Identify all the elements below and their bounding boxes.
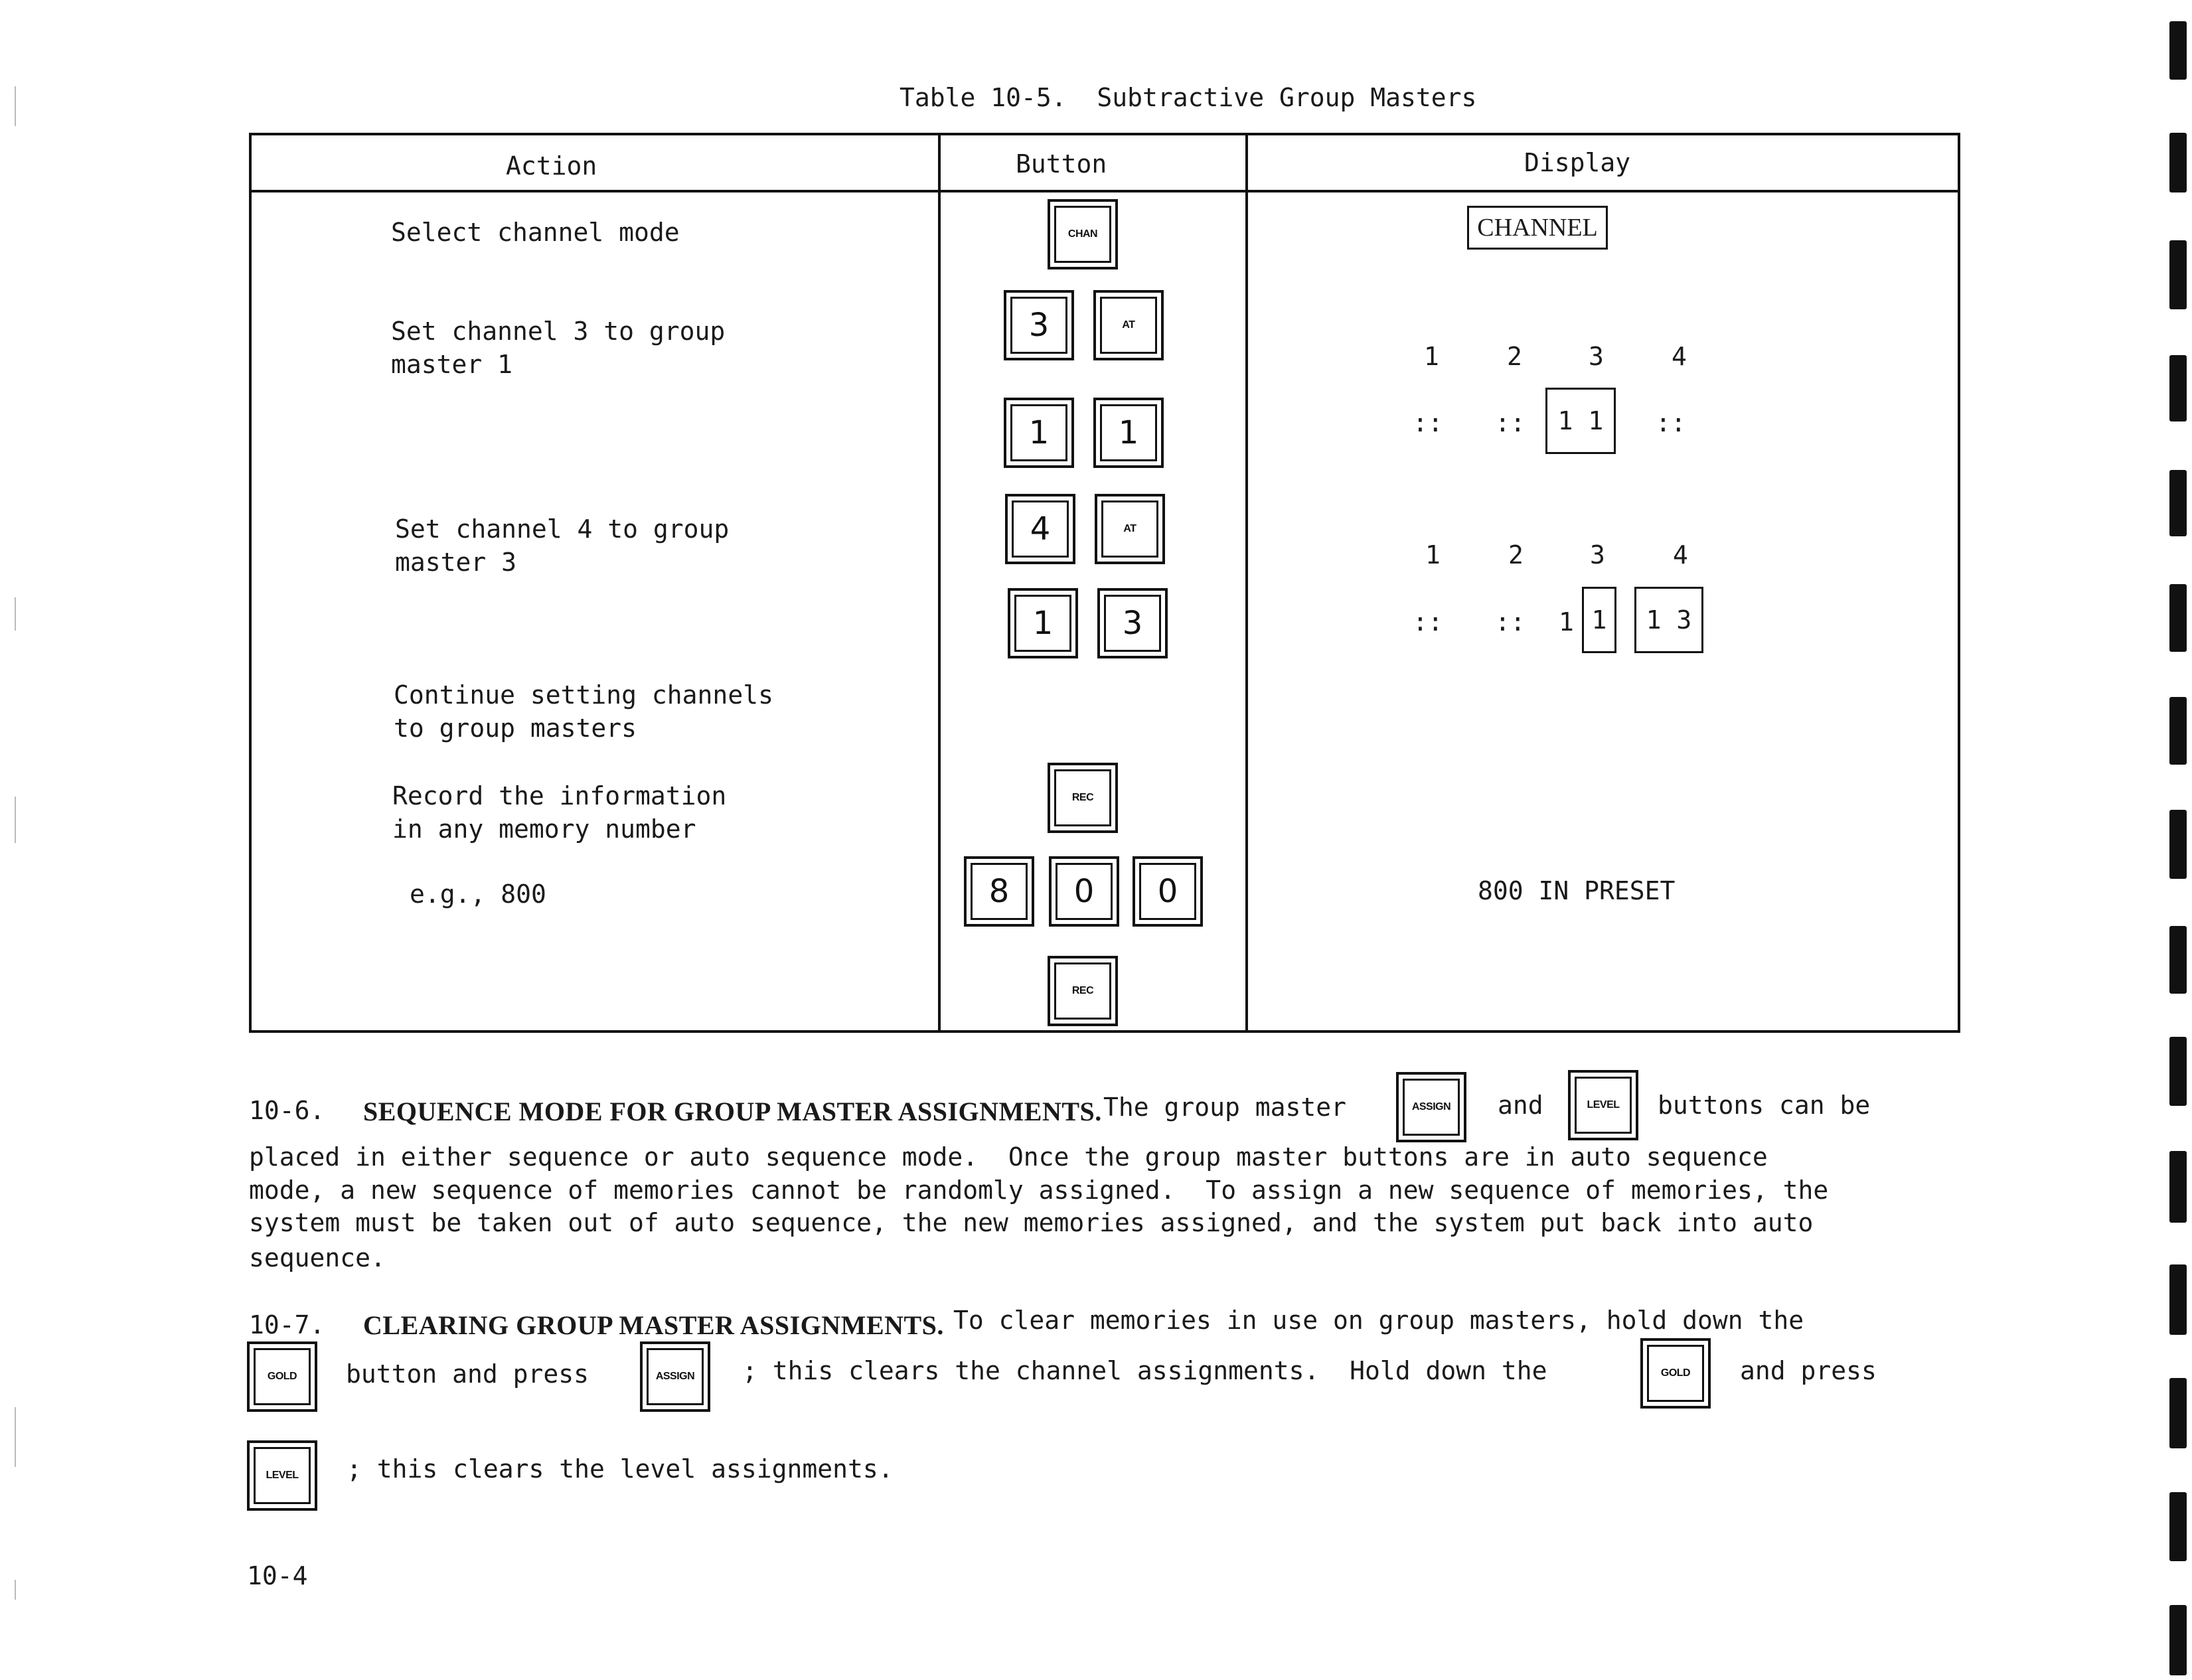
edge-mark [2169,21,2187,80]
page-number: 10-4 [247,1561,308,1590]
action-set-ch3-line1: Set channel 3 to group [391,317,726,346]
section-10-6-line4: system must be taken out of auto sequence, the new memories assigned, and the system put back into auto [249,1208,1814,1237]
section-10-7-text-a: To clear memories in use on group masters, hold down the [953,1306,1804,1335]
display-r1-val-1: :: [1413,408,1443,437]
column-divider-1 [938,133,941,1033]
rec-key-1: REC [1048,763,1118,833]
section-10-6-and: and [1498,1091,1543,1120]
edge-mark [2169,1605,2187,1675]
edge-mark [2169,1151,2187,1223]
header-button: Button [1016,149,1107,179]
display-r1-num-3: 3 [1589,342,1604,371]
binding-mark [15,797,16,843]
action-select-channel-mode: Select channel mode [391,218,680,247]
section-10-6-line5: sequence. [249,1243,386,1272]
display-r1-num-4: 4 [1672,342,1687,371]
display-r2-val-3b-box: 1 [1582,587,1616,653]
section-10-7-number: 10-7. [249,1310,325,1339]
display-r1-val-4: :: [1656,408,1686,437]
display-r2-val-4-box: 1 3 [1634,587,1703,653]
edge-mark [2169,926,2187,994]
table-caption: Table 10-5. Subtractive Group Masters [900,83,1477,112]
section-10-6-line3: mode, a new sequence of memories cannot be randomly assigned. To assign a new sequence of memories, the [249,1176,1829,1205]
edge-mark [2169,810,2187,879]
key-8: 8 [964,856,1034,927]
edge-mark [2169,1037,2187,1106]
edge-mark [2169,697,2187,765]
display-r2-num-1: 1 [1425,540,1441,570]
display-r2-val-3a: 1 [1559,607,1574,637]
action-example: e.g., 800 [410,879,546,909]
edge-mark [2169,240,2187,309]
action-record-line2: in any memory number [392,814,696,844]
display-r1-val-2: :: [1495,408,1526,437]
header-divider [249,190,1960,192]
gold-key-inline-2: GOLD [1640,1338,1711,1409]
section-10-6-heading: SEQUENCE MODE FOR GROUP MASTER ASSIGNMENTS. [363,1097,1102,1126]
assign-key-inline-2: ASSIGN [640,1341,710,1412]
key-3b: 3 [1097,588,1168,658]
edge-mark [2169,1492,2187,1561]
edge-mark [2169,355,2187,421]
edge-mark [2169,1378,2187,1448]
key-1c: 1 [1008,588,1078,658]
action-set-ch4-line1: Set channel 4 to group [395,514,730,544]
gold-key-inline-1: GOLD [247,1341,317,1412]
action-continue-line2: to group masters [394,714,637,743]
section-10-6-text-b: buttons can be [1658,1091,1871,1120]
binding-mark [15,1580,16,1600]
display-r1-val-3-box: 1 1 [1545,388,1616,454]
section-10-6-text-a: The group master [1103,1093,1347,1122]
level-key-inline-1: LEVEL [1568,1070,1638,1140]
display-r2-num-3: 3 [1590,540,1605,570]
action-set-ch3-line2: master 1 [391,350,513,379]
header-display: Display [1524,148,1631,177]
key-0a: 0 [1049,856,1119,927]
at-key-1: AT [1093,290,1164,360]
section-10-7-text-b: button and press [346,1359,589,1389]
section-10-7-heading: CLEARING GROUP MASTER ASSIGNMENTS. [363,1310,944,1340]
action-continue-line1: Continue setting channels [394,680,773,710]
edge-mark [2169,1264,2187,1335]
display-r2-num-4: 4 [1673,540,1688,570]
display-r1-num-1: 1 [1424,342,1439,371]
section-10-7-text-d: and press [1740,1356,1877,1385]
key-1b: 1 [1093,398,1164,468]
display-r2-val-2: :: [1495,607,1526,637]
assign-key-inline-1: ASSIGN [1396,1072,1466,1142]
at-key-2: AT [1095,494,1165,564]
section-10-6-number: 10-6. [249,1096,325,1125]
channel-display-box: CHANNEL [1467,206,1608,250]
rec-key-2: REC [1048,956,1118,1026]
binding-mark [15,597,16,631]
action-set-ch4-line2: master 3 [395,548,517,577]
binding-mark [15,1407,16,1467]
edge-mark [2169,584,2187,652]
section-10-6-line2: placed in either sequence or auto sequence mode. Once the group master buttons are in auto sequence [249,1142,1768,1172]
display-r2-val-1: :: [1413,607,1443,637]
header-action: Action [506,151,597,181]
key-3: 3 [1004,290,1074,360]
section-10-7-text-e: ; this clears the level assignments. [347,1454,894,1484]
display-r2-num-2: 2 [1508,540,1524,570]
display-preset: 800 IN PRESET [1478,876,1676,905]
key-1a: 1 [1004,398,1074,468]
chan-key: CHAN [1048,199,1118,269]
edge-mark [2169,470,2187,536]
display-r1-num-2: 2 [1507,342,1522,371]
key-0b: 0 [1133,856,1203,927]
column-divider-2 [1245,133,1248,1033]
binding-mark [15,86,16,126]
edge-mark [2169,133,2187,192]
key-4: 4 [1005,494,1075,564]
section-10-7-text-c: ; this clears the channel assignments. Hold down the [742,1356,1547,1385]
action-record-line1: Record the information [392,781,727,810]
level-key-inline-2: LEVEL [247,1440,317,1511]
